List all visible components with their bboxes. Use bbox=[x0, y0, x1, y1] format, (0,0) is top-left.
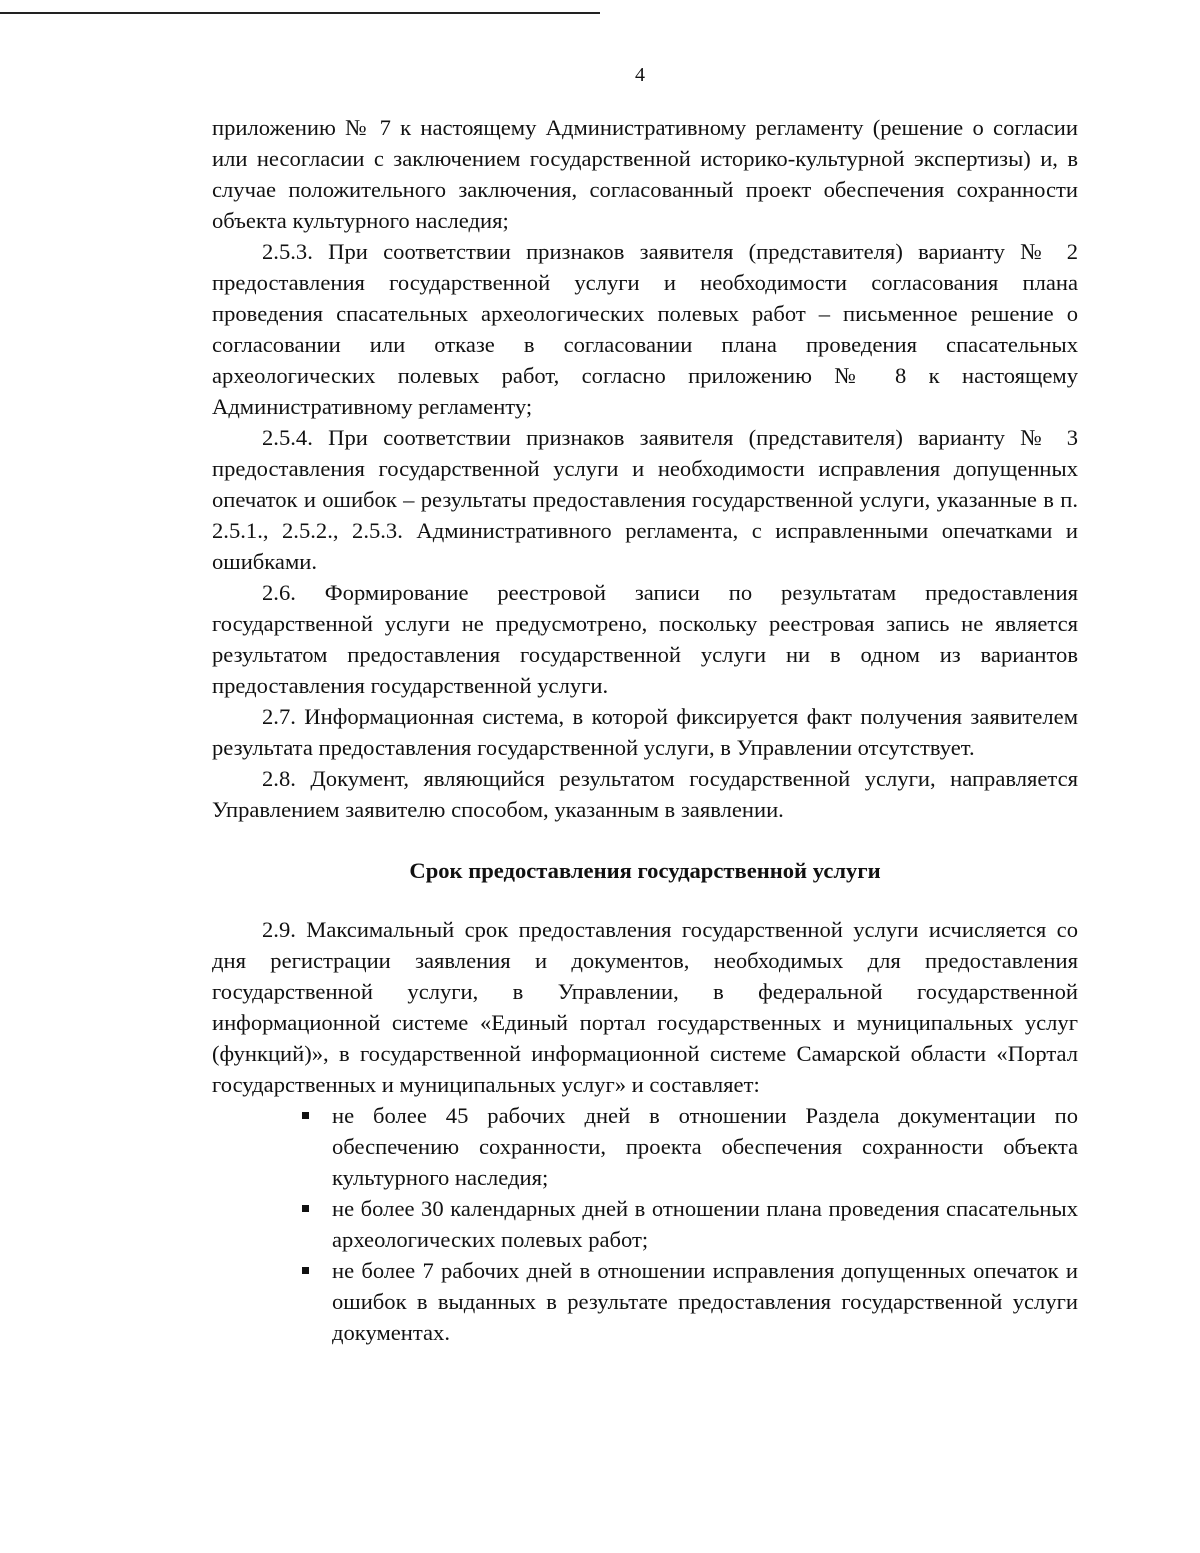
square-bullet-icon bbox=[302, 1267, 309, 1274]
square-bullet-icon bbox=[302, 1112, 309, 1119]
list-item-text: не более 7 рабочих дней в отношении исправления допущенных опечаток и ошибок в выданных в результате предоставления государственной услуги документах. bbox=[332, 1258, 1078, 1345]
paragraph-continuation: приложению № 7 к настоящему Административному регламенту (решение о согласии или несогласии с заключением государственной историко-культурной экспертизы) и, в случае положительного заключения, согласованный проект обеспечения сохранности объекта культурного наследия; bbox=[212, 115, 1078, 233]
list-item-text: не более 45 рабочих дней в отношении Раздела документации по обеспечению сохранности, проекта обеспечения сохранности объекта культурного наследия; bbox=[332, 1103, 1078, 1190]
scan-edge-line bbox=[0, 12, 600, 14]
list-item bbox=[332, 1100, 1078, 1193]
paragraph-2-7: 2.7. Информационная система, в которой фиксируется факт получения заявителем результата предоставления государственной услуги, в Управлении отсутствует. bbox=[212, 704, 1078, 760]
page-number: 4 bbox=[635, 64, 645, 86]
paragraph-2-8: 2.8. Документ, являющийся результатом государственной услуги, направляется Управлением заявителю способом, указанным в заявлении. bbox=[212, 766, 1078, 822]
paragraph-2-5-4: 2.5.4. При соответствии признаков заявителя (представителя) варианту № 3 предоставления государственной услуги и необходимости исправления допущенных опечаток и ошибок – результаты предоставления государственной услуги, указанные в п. 2.5.1., 2.5.2., 2.5.3. Административного регламента, с исправленными опечатками и ошибками. bbox=[212, 425, 1078, 574]
document-body bbox=[212, 112, 1078, 1348]
paragraph-2-6: 2.6. Формирование реестровой записи по результатам предоставления государственной услуги не предусмотрено, поскольку реестровая запись не является результатом предоставления государственной услуги ни в одном из вариантов предоставления государственной услуги. bbox=[212, 580, 1078, 698]
deadline-list bbox=[212, 1100, 1078, 1348]
paragraph-2-9: 2.9. Максимальный срок предоставления государственной услуги исчисляется со дня регистрации заявления и документов, необходимых для предоставления государственной услуги, в Управлении, в федеральной государственной информационной системе «Единый портал государственных и муниципальных услуг (функций)», в государственной информационной системе Самарской области «Портал государственных и муниципальных услуг» и составляет: bbox=[212, 917, 1078, 1097]
list-item-text: не более 30 календарных дней в отношении плана проведения спасательных археологических полевых работ; bbox=[332, 1196, 1078, 1252]
list-item bbox=[332, 1193, 1078, 1255]
section-heading: Срок предоставления государственной услуги bbox=[409, 858, 881, 883]
paragraph-2-5-3: 2.5.3. При соответствии признаков заявителя (представителя) варианту № 2 предоставления государственной услуги и необходимости согласования плана проведения спасательных археологических полевых работ – письменное решение о согласовании или отказе в согласовании плана проведения спасательных археологических полевых работ, согласно приложению № 8 к настоящему Административному регламенту; bbox=[212, 239, 1078, 419]
list-item bbox=[332, 1255, 1078, 1348]
square-bullet-icon bbox=[302, 1205, 309, 1212]
